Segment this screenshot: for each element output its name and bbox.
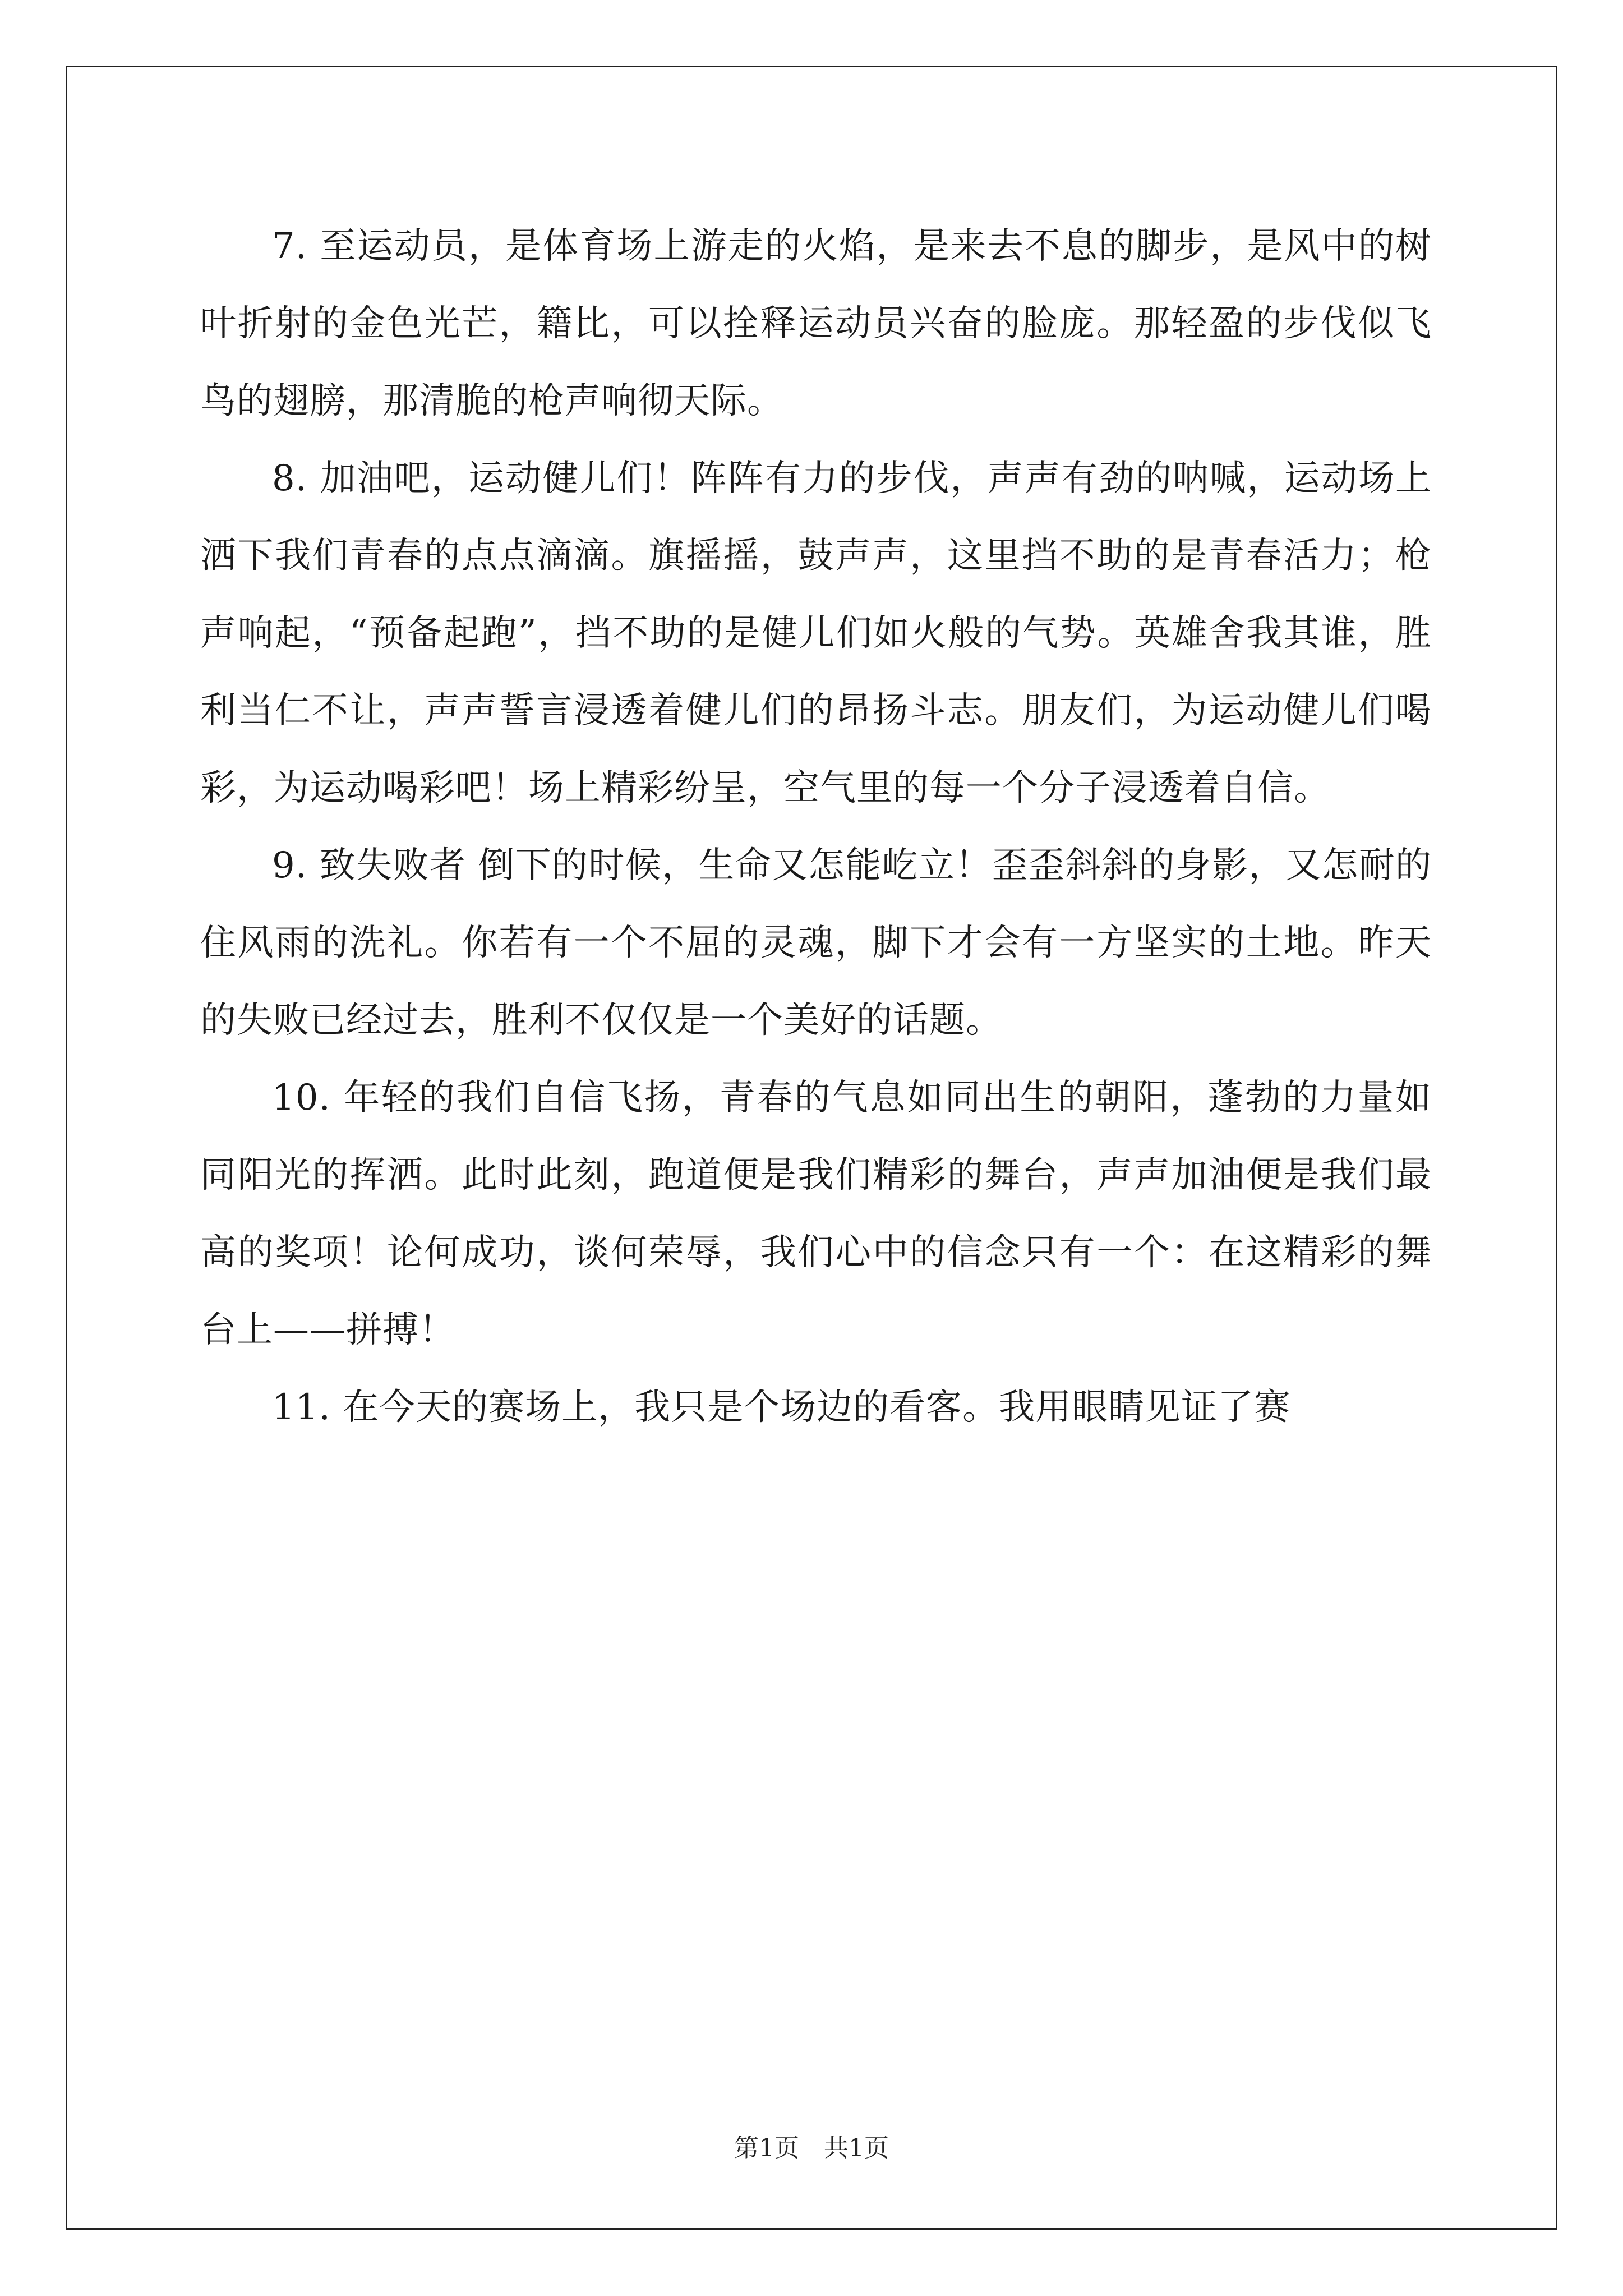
paragraph-11: 11. 在今天的赛场上，我只是个场边的看客。我用眼睛见证了赛 <box>272 1387 1291 1428</box>
document-body <box>200 208 1432 1446</box>
paragraph-9: 9. 致失败者 倒下的时候，生命又怎能屹立！歪歪斜斜的身影，又怎耐的住风雨的洗礼。你若有一个不屈的灵魂，脚下才会有一方坚实的土地。昨天的失败已经过去，胜利不仅仅是一个美好的话题。 <box>200 845 1432 1041</box>
page-footer: 第1页 共1页 <box>734 2134 889 2162</box>
paragraph-7: 7. 至运动员，是体育场上游走的火焰，是来去不息的脚步，是风中的树叶折射的金色光芒，籍比，可以拴释运动员兴奋的脸庞。那轻盈的步伐似飞鸟的翅膀，那清脆的枪声响彻天际。 <box>200 226 1432 422</box>
paragraph-8: 8. 加油吧，运动健儿们！阵阵有力的步伐，声声有劲的呐喊，运动场上洒下我们青春的点点滴滴。旗摇摇，鼓声声，这里挡不助的是青春活力；枪声响起，“预备起跑”，挡不助的是健儿们如火般的气势。英雄舍我其谁，胜利当仁不让，声声誓言浸透着健儿们的昂扬斗志。朋友们，为运动健儿们喝彩，为运动喝彩吧！场上精彩纷呈，空气里的每一个分子浸透着自信。 <box>200 458 1432 809</box>
paragraph-10: 10. 年轻的我们自信飞扬，青春的气息如同出生的朝阳，蓬勃的力量如同阳光的挥洒。此时此刻，跑道便是我们精彩的舞台，声声加油便是我们最高的奖项！论何成功，谈何荣辱，我们心中的信念只有一个：在这精彩的舞台上——拼搏！ <box>200 1077 1432 1351</box>
